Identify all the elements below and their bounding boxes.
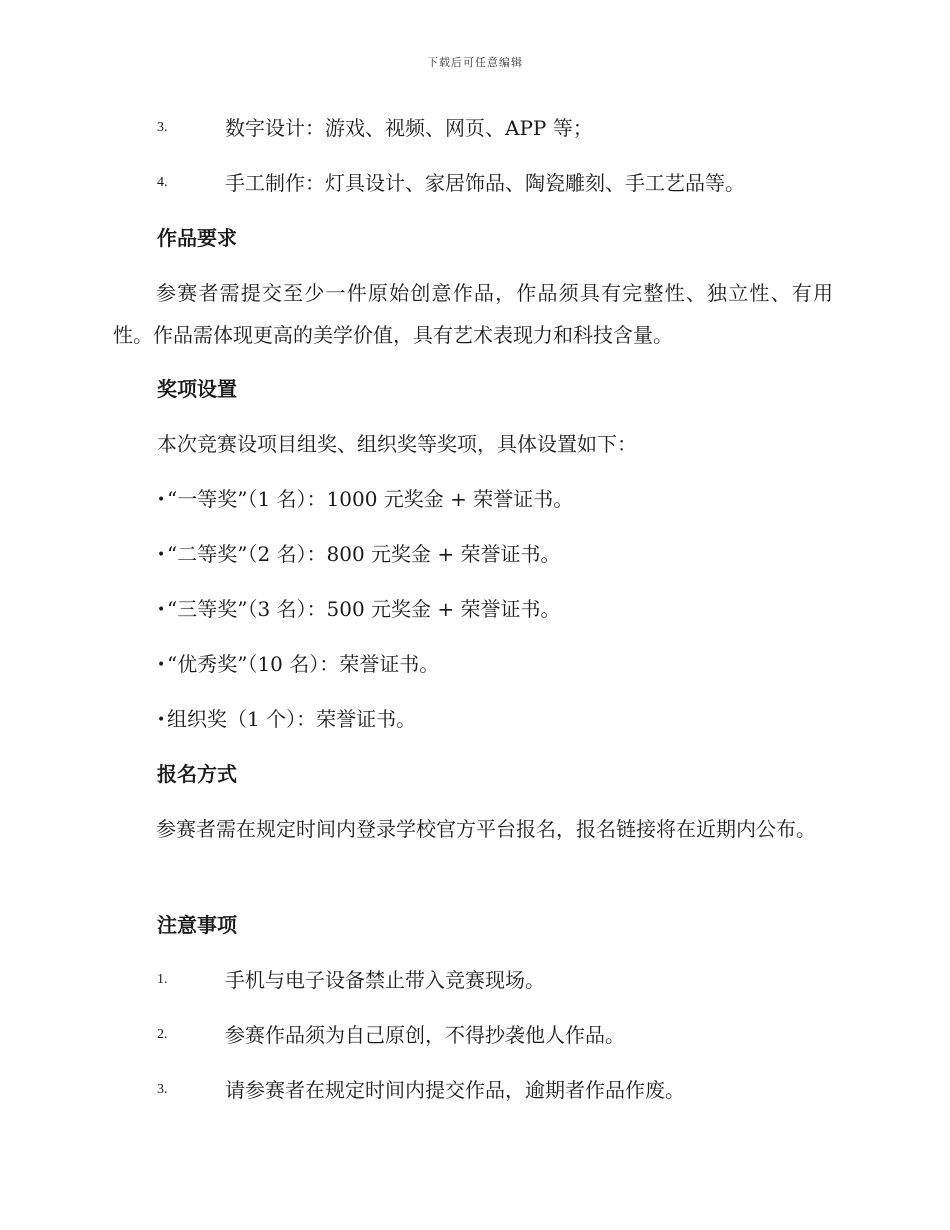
page-header: 下载后可任意编辑 [427, 56, 523, 69]
list-item-text: 手机与电子设备禁止带入竞赛现场。 [225, 968, 545, 992]
requirements-paragraph: 参赛者需提交至少一件原始创意作品，作品须具有完整性、独立性、有用性。作品需体现更高的美学价值，具有艺术表现力和科技含量。 [113, 281, 833, 347]
list-item-number: 3. [157, 120, 168, 135]
bullet: • [157, 547, 166, 563]
list-item-text: 参赛作品须为自己原创，不得抄袭他人作品。 [225, 1023, 625, 1047]
registration-paragraph: 参赛者需在规定时间内登录学校官方平台报名，报名链接将在近期内公布。 [156, 817, 816, 841]
award-text: “一等奖”（1 名）：1000 元奖金 + 荣誉证书。 [167, 487, 574, 511]
section-heading: 奖项设置 [157, 377, 237, 401]
award-text: 组织奖（1 个）：荣誉证书。 [167, 707, 417, 731]
section-heading: 报名方式 [157, 762, 237, 786]
award-text: “优秀奖”（10 名）：荣誉证书。 [167, 652, 440, 676]
section-heading: 注意事项 [157, 913, 237, 937]
list-item-number: 3. [157, 1082, 168, 1097]
award-text: “三等奖”（3 名）：500 元奖金 + 荣誉证书。 [167, 597, 561, 621]
list-item-number: 4. [157, 175, 168, 190]
award-text: “二等奖”（2 名）：800 元奖金 + 荣誉证书。 [167, 542, 561, 566]
bullet: • [157, 657, 166, 673]
list-item-text: 请参赛者在规定时间内提交作品，逾期者作品作废。 [225, 1078, 685, 1102]
bullet: • [157, 712, 166, 728]
awards-intro: 本次竞赛设项目组奖、组织奖等奖项，具体设置如下： [157, 432, 637, 456]
list-item-text: 手工制作：灯具设计、家居饰品、陶瓷雕刻、手工艺品等。 [225, 171, 745, 195]
list-item-text: 数字设计：游戏、视频、网页、APP 等； [225, 116, 593, 140]
list-item-number: 1. [157, 972, 168, 987]
section-heading: 作品要求 [157, 226, 237, 250]
bullet: • [157, 602, 166, 618]
list-item-number: 2. [157, 1027, 168, 1042]
bullet: • [157, 492, 166, 508]
